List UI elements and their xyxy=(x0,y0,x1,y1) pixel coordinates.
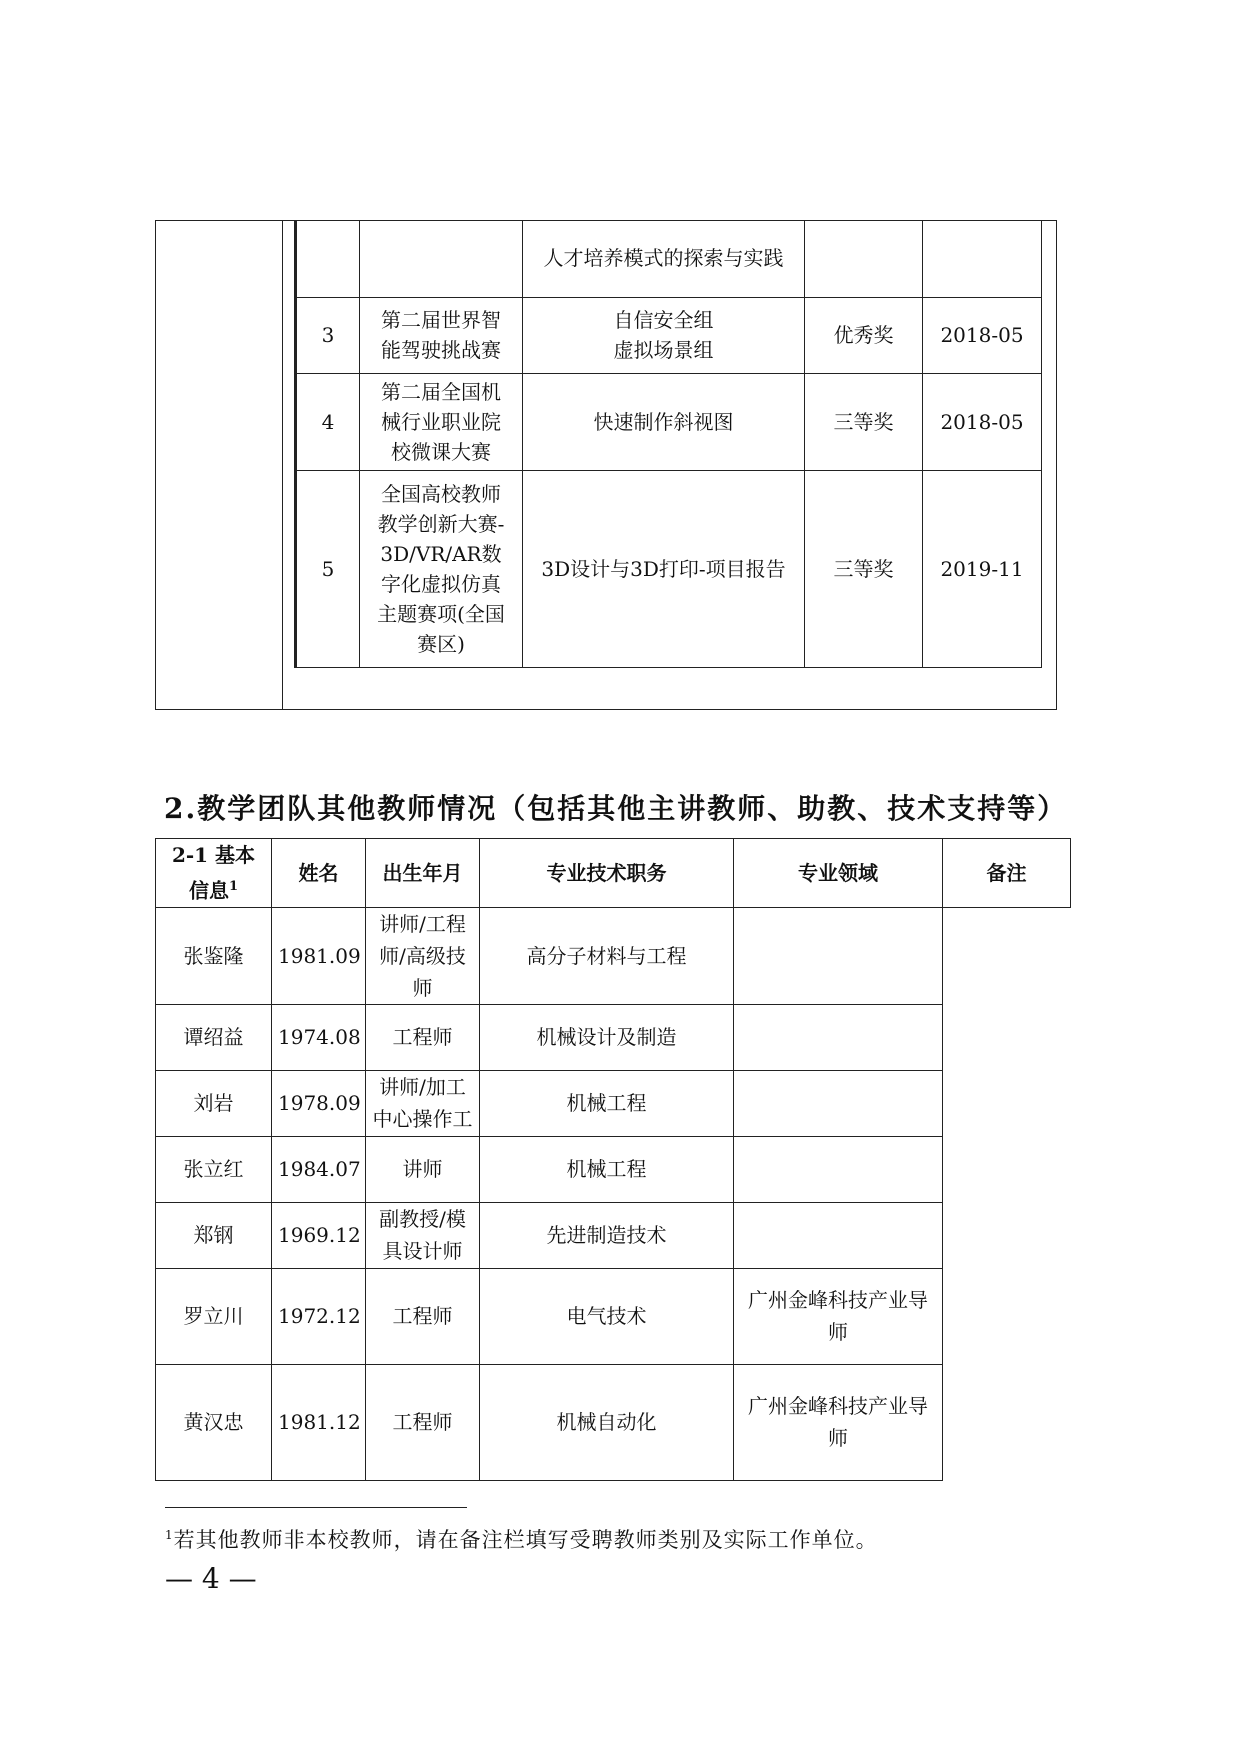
teacher-note xyxy=(734,1202,943,1268)
work-title: 人才培养模式的探索与实践 xyxy=(523,220,805,297)
award-level: 三等奖 xyxy=(805,373,923,470)
table-row xyxy=(296,297,1042,373)
teacher-field: 机械自动化 xyxy=(480,1364,734,1480)
award-no: 3 xyxy=(296,297,360,373)
awards-table xyxy=(294,220,1042,668)
award-level xyxy=(805,220,923,297)
table-header-row xyxy=(156,839,1071,908)
page-number: — 4 — xyxy=(165,1562,257,1595)
award-no: 4 xyxy=(296,373,360,470)
competition-name: 全国高校教师教学创新大赛-3D/VR/AR数字化虚拟仿真主题赛项(全国赛区) xyxy=(360,470,523,667)
table-row xyxy=(156,907,1071,1004)
teacher-field: 机械工程 xyxy=(480,1070,734,1136)
section-heading: 2.教学团队其他教师情况（包括其他主讲教师、助教、技术支持等） xyxy=(164,792,1068,825)
teacher-title: 工程师 xyxy=(366,1004,480,1070)
teacher-field: 机械设计及制造 xyxy=(480,1004,734,1070)
teacher-title: 副教授/模具设计师 xyxy=(366,1202,480,1268)
work-title-line: 虚拟场景组 xyxy=(613,338,714,362)
group-label xyxy=(156,839,272,908)
work-title-line: 自信安全组 xyxy=(613,308,714,332)
competition-name: 第二届世界智能驾驶挑战赛 xyxy=(360,297,523,373)
teacher-name: 黄汉忠 xyxy=(156,1364,272,1480)
teacher-birth: 1981.09 xyxy=(272,907,366,1004)
teacher-title: 讲师 xyxy=(366,1136,480,1202)
award-date: 2018-05 xyxy=(923,373,1042,470)
group-label-text: 2-1 基本信息 xyxy=(171,843,256,903)
footnote-text: 若其他教师非本校教师，请在备注栏填写受聘教师类别及实际工作单位。 xyxy=(173,1528,878,1552)
column-header: 姓名 xyxy=(272,839,366,908)
teacher-field: 机械工程 xyxy=(480,1136,734,1202)
award-date: 2018-05 xyxy=(923,297,1042,373)
table-row xyxy=(156,1364,1071,1480)
work-title xyxy=(523,297,805,373)
column-header: 备注 xyxy=(943,839,1071,908)
column-header: 出生年月 xyxy=(366,839,480,908)
teacher-note xyxy=(734,1136,943,1202)
teacher-name: 张立红 xyxy=(156,1136,272,1202)
competition-name: 第二届全国机械行业职业院校微课大赛 xyxy=(360,373,523,470)
table-row xyxy=(156,1202,1071,1268)
teacher-birth: 1969.12 xyxy=(272,1202,366,1268)
teacher-birth: 1981.12 xyxy=(272,1364,366,1480)
teacher-title: 工程师 xyxy=(366,1364,480,1480)
teacher-note xyxy=(734,907,943,1004)
teacher-title: 讲师/加工中心操作工 xyxy=(366,1070,480,1136)
table-row xyxy=(296,220,1042,297)
table-row xyxy=(156,1004,1071,1070)
work-title: 快速制作斜视图 xyxy=(523,373,805,470)
teacher-name: 郑钢 xyxy=(156,1202,272,1268)
teacher-field: 高分子材料与工程 xyxy=(480,907,734,1004)
table-row xyxy=(156,1070,1071,1136)
footnote-divider xyxy=(165,1507,467,1508)
teacher-title: 讲师/工程师/高级技师 xyxy=(366,907,480,1004)
award-level: 优秀奖 xyxy=(805,297,923,373)
award-date: 2019-11 xyxy=(923,470,1042,667)
work-title: 3D设计与3D打印-项目报告 xyxy=(523,470,805,667)
award-level: 三等奖 xyxy=(805,470,923,667)
teacher-note: 广州金峰科技产业导师 xyxy=(734,1364,943,1480)
award-no: 5 xyxy=(296,470,360,667)
teacher-name: 刘岩 xyxy=(156,1070,272,1136)
footnote-ref: 1 xyxy=(228,879,239,894)
award-date xyxy=(923,220,1042,297)
teacher-title: 工程师 xyxy=(366,1268,480,1364)
teacher-name: 罗立川 xyxy=(156,1268,272,1364)
teacher-note: 广州金峰科技产业导师 xyxy=(734,1268,943,1364)
teacher-note xyxy=(734,1004,943,1070)
teachers-table xyxy=(155,838,1071,1481)
table-row xyxy=(296,470,1042,667)
teacher-birth: 1974.08 xyxy=(272,1004,366,1070)
column-header: 专业领域 xyxy=(734,839,943,908)
outer-table-divider xyxy=(282,220,283,710)
teacher-field: 先进制造技术 xyxy=(480,1202,734,1268)
footnote xyxy=(165,1524,878,1554)
table-row xyxy=(156,1268,1071,1364)
teacher-name: 张鉴隆 xyxy=(156,907,272,1004)
competition-name xyxy=(360,220,523,297)
footnote-marker: 1 xyxy=(165,1528,174,1542)
table-row xyxy=(296,373,1042,470)
table-row xyxy=(156,1136,1071,1202)
teacher-name: 谭绍益 xyxy=(156,1004,272,1070)
teacher-note xyxy=(734,1070,943,1136)
teacher-field: 电气技术 xyxy=(480,1268,734,1364)
teacher-birth: 1978.09 xyxy=(272,1070,366,1136)
teacher-birth: 1984.07 xyxy=(272,1136,366,1202)
teacher-birth: 1972.12 xyxy=(272,1268,366,1364)
column-header: 专业技术职务 xyxy=(480,839,734,908)
award-no xyxy=(296,220,360,297)
